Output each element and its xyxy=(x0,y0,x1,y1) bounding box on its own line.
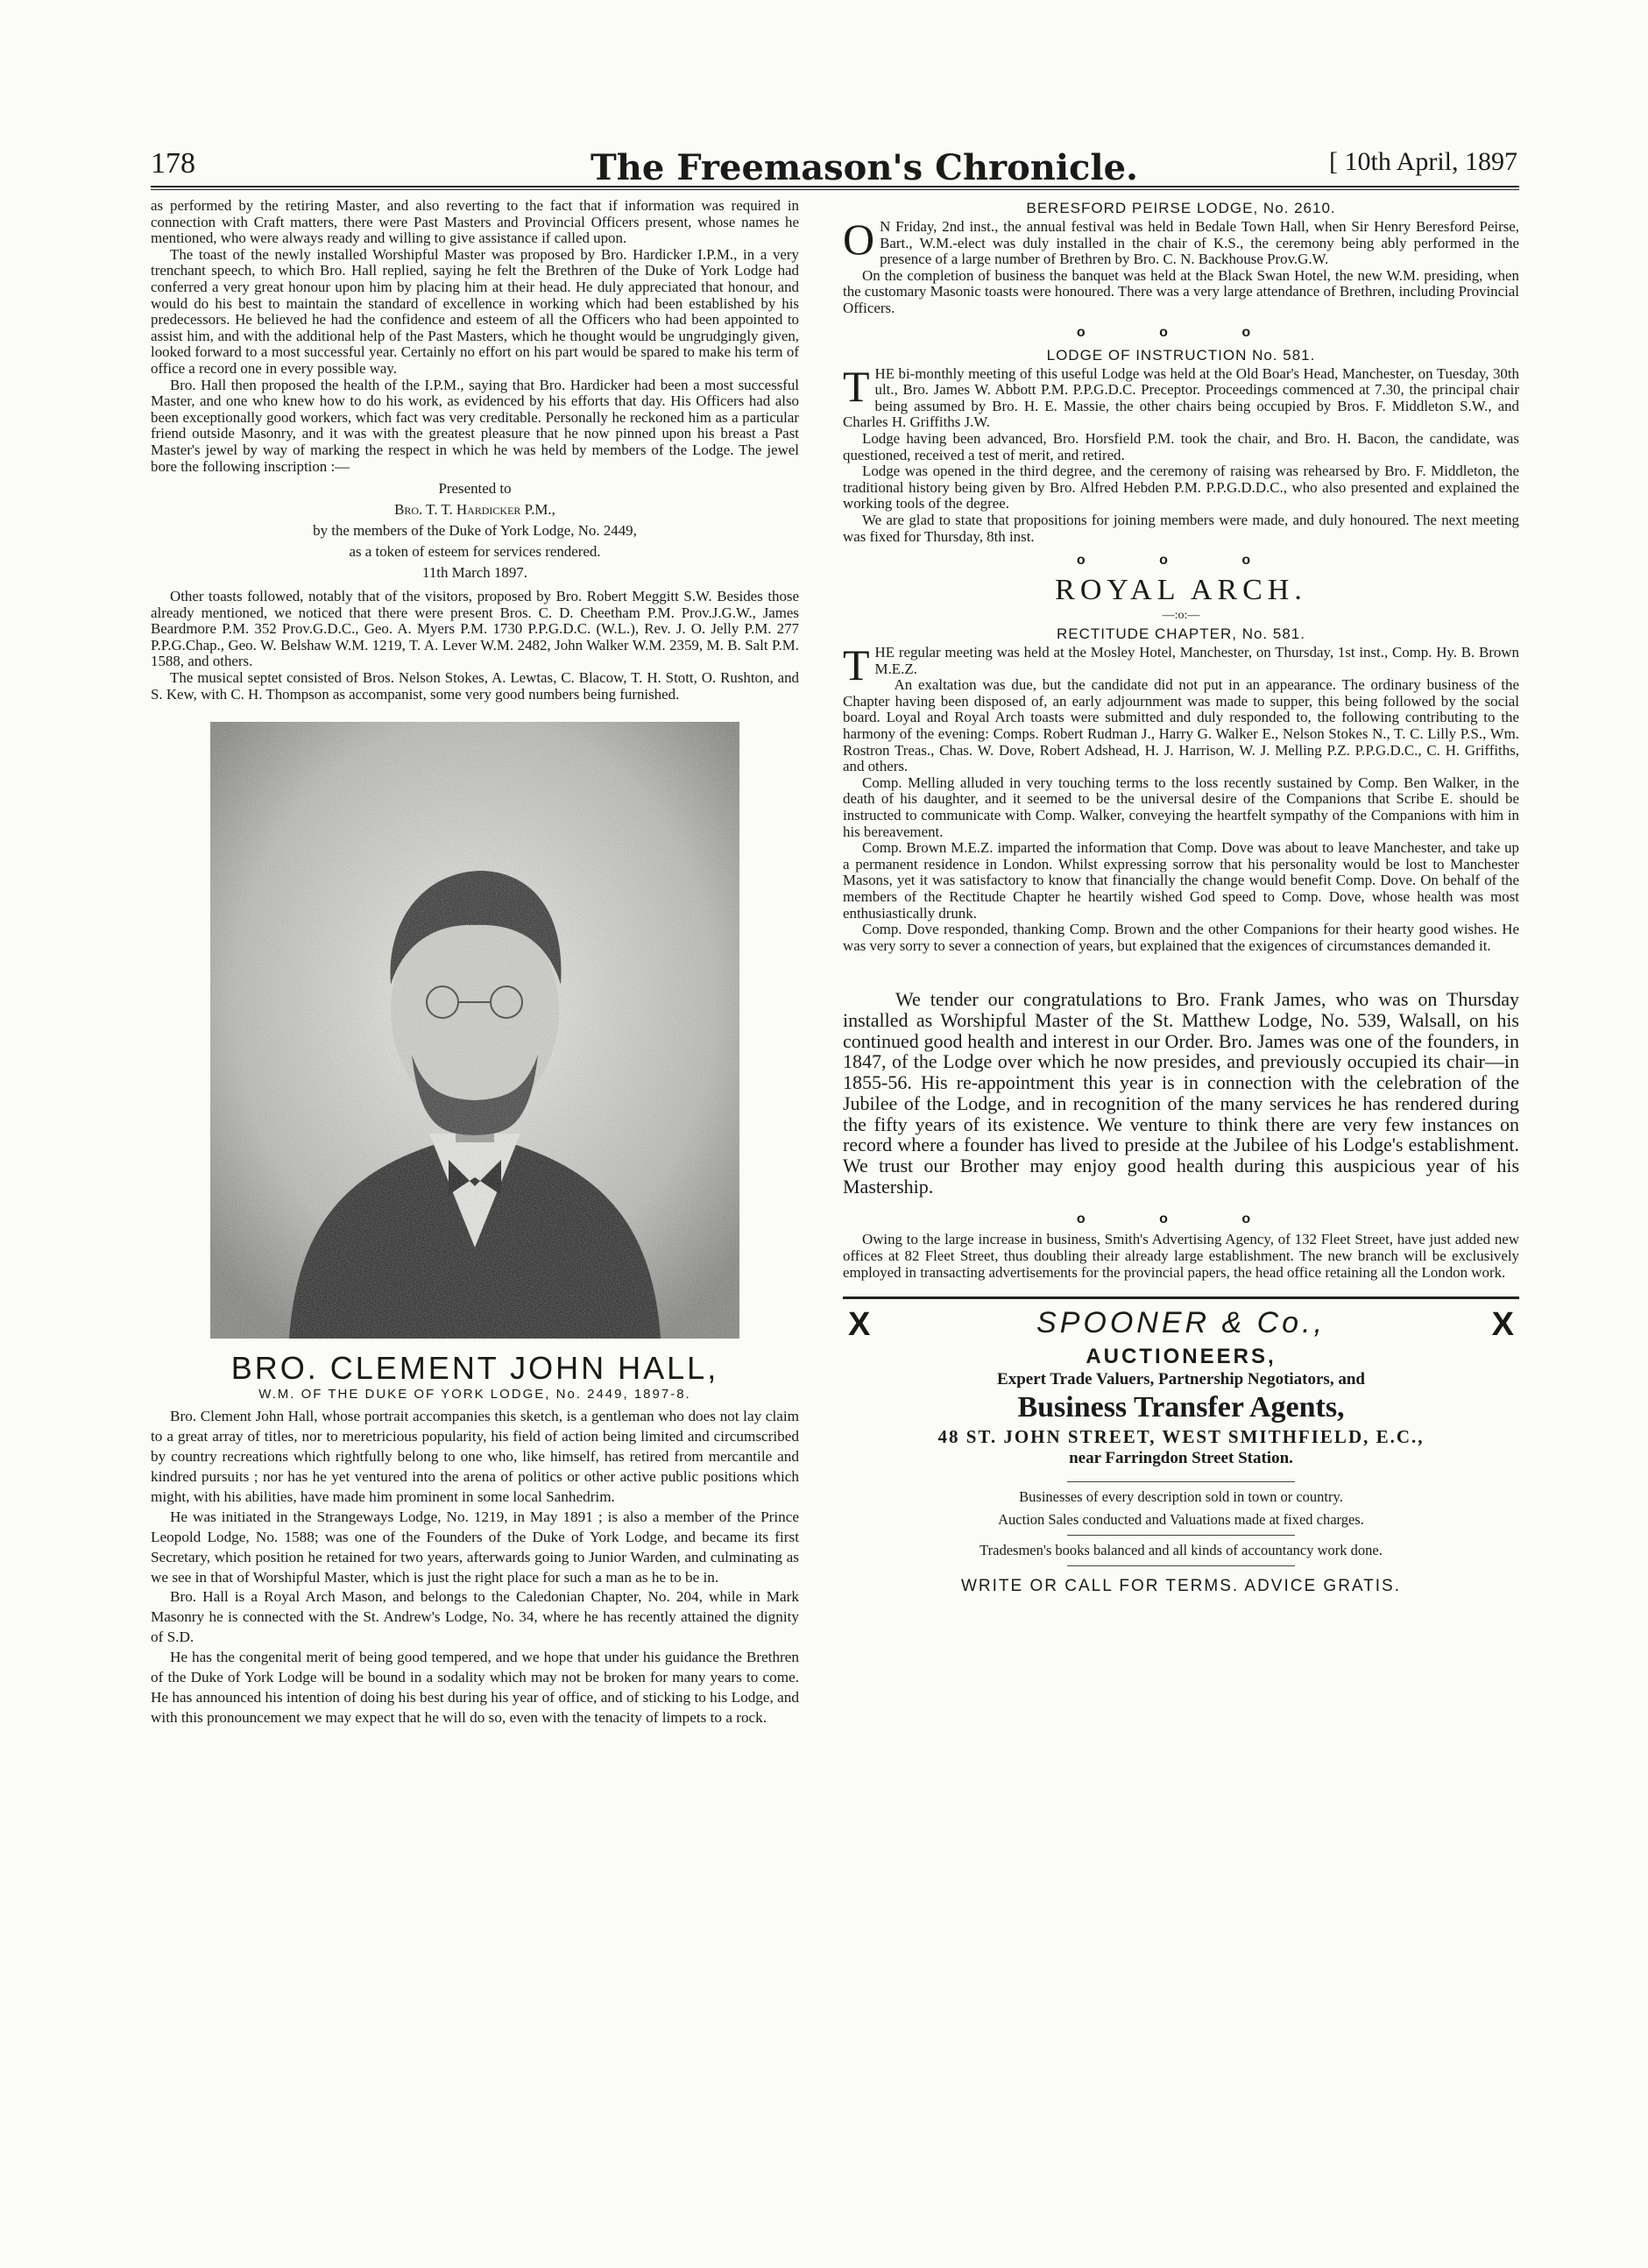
ad-write: WRITE OR CALL FOR TERMS. ADVICE GRATIS. xyxy=(960,1577,1402,1596)
advert-rule xyxy=(843,1297,1519,1299)
section-paragraph: Lodge having been advanced, Bro. Horsfield P.M. took the chair, and Bro. H. Bacon, the candidate, was questioned, received a test of merit, and retired. xyxy=(843,429,1519,463)
section-paragraph: Lodge was opened in the third degree, and the ceremony of raising was rehearsed by Bro. F. Middleton, the traditional history being given by Bro. Alfred Hebden P.M. P.P.G.D.D.C., who also presented and explained the working tools of the degree. xyxy=(843,463,1519,512)
bio-paragraph: Bro. Clement John Hall, whose portrait accompanies this sketch, is a gentleman who does not lay claim to a great array of titles, nor to meretricious popularity, his field of action being limited and circumscribed by country recreations which rightfully belong to one who, like himself, has retired from mercantile and kindred pursuits ; nor has he yet ventured into the arena of politics or other active public positions which might, with his abilities, have made him prominent in some local Sanhedrim. xyxy=(151,1408,799,1505)
inscription-line: by the members of the Duke of York Lodge, No. 2449, xyxy=(313,522,637,540)
ad-x-mark: X xyxy=(1491,1306,1514,1344)
biography xyxy=(151,1407,799,1728)
left-column xyxy=(151,198,799,1728)
section-paragraph: Comp. Dove responded, thanking Comp. Brown and the other Companions for their hearty good wishes. He was very sorry to sever a connection of years, but explained that the exigences of circumstances demanded it. xyxy=(843,921,1519,954)
intro-paragraph: Bro. Hall then proposed the health of the I.P.M., saying that Bro. Hardicker had been a most successful Master, and one who knew how to do his work, as evidenced by his efforts that day. His Officers had also been exceptionally good workers, which fact was very creditable. Personally he reckoned him as a particular friend outside Masonry, and it was with the greatest pleasure that he now pinned upon his breast a Past Master's jewel by way of marking the respect in which he was held by members of the Lodge. The jewel bore the following inscription :— xyxy=(151,376,799,475)
section-heading: BERESFORD PEIRSE LODGE, No. 2610. xyxy=(1026,200,1336,216)
congratulations-paragraph: We tender our congratulations to Bro. Frank James, who was on Thursday installed as Worshipful Master of the St. Matthew Lodge, No. 539, Walsall, on his continued good health and interest in our Order. Bro. James was one of the founders, in 1847, of the Lodge over which he now presides, and previously occupied its chair—in 1855-56. His re-appointment this year is in connection with the celebration of the Jubilee of the Lodge, and in recognition of the many services he has rendered during the fifty years of its existence. We venture to think there are very few instances on record where a founder has lived to preside at the Jubilee of his Lodge's establishment. We trust our Brother may enjoy good health during this auspicious year of his Mastership. xyxy=(843,988,1519,1198)
toasts-paragraph: Other toasts followed, notably that of the visitors, proposed by Bro. Robert Meggitt S.W. Besides those already mentioned, we noticed that there were present Bros. C. D. Cheetham P.M. Prov.J.G.W., James Beardmore P.M. 352 Prov.G.D.C., Geo. A. Myers P.M. 1730 P.P.G.D.C. (W.L.), Rev. J. O. Jelly P.M. 277 P.P.G.Chap., Geo. W. Belshaw W.M. 1219, T. A. Lever W.M. 2482, John Walker W.M. 2359, M. B. Salt P.M. 1588, and others. xyxy=(151,588,799,670)
ad-line: Auction Sales conducted and Valuations made at fixed charges. xyxy=(998,1511,1364,1529)
ad-divider xyxy=(1067,1565,1295,1566)
ad-business: Business Transfer Agents, xyxy=(1017,1391,1345,1424)
drop-cap: O xyxy=(843,215,875,264)
page-number: 178 xyxy=(151,147,195,180)
ad-divider xyxy=(1067,1481,1295,1482)
ad-title-row xyxy=(843,1306,1519,1345)
section-paragraph: Comp. Melling alluded in very touching terms to the loss recently sustained by Comp. Ben Walker, in the death of his daughter, and it seemed to be the universal desire of the Companions that Scribe E. should be instructed to communicate with Comp. Walker, conveying the heartfelt sympathy of the Companions with him in his bereavement. xyxy=(843,774,1519,840)
royal-arch-title: ROYAL ARCH. xyxy=(1055,574,1307,607)
section-paragraph: On the completion of business the banquet was held at the Black Swan Hotel, the new W.M. presiding, when the customary Masonic toasts were honoured. There was a very large attendance of Brethren, including Provincial Officers. xyxy=(843,266,1519,316)
section-paragraph: An exaltation was due, but the candidate did not put in an appearance. The ordinary business of the Chapter having been disposed of, an early adjournment was made to supper, this being followed by the social board. Loyal and Royal Arch toasts were submitted and duly responded to, the following contributing to the harmony of the evening: Comps. Robert Rudman J., Harry G. Walker E., Nelson Stokes N., T. C. Lilly P.S., Wm. Rostron Treas., Chas. W. Dove, Robert Adshead, H. J. Harrison, W. J. Melling P.Z. P.P.G.D.C., C. H. Griffiths, and others. xyxy=(843,676,1519,775)
bio-paragraph: Bro. Hall is a Royal Arch Mason, and belongs to the Caledonian Chapter, No. 204, while in Mark Masonry he is connected with the St. Andrew's Lodge, No. 34, where he has recently attained the dignity of S.D. xyxy=(151,1588,799,1646)
congratulations-block xyxy=(843,989,1519,1197)
smiths-paragraph: Owing to the large increase in business, Smith's Advertising Agency, of 132 Fleet Street, have just added new offices at 82 Fleet Street, thus doubling their already large establishment. The new branch will be exclusively employed in transacting advertisements for the provincial papers, the head office retaining all the London work. xyxy=(843,1231,1519,1281)
ad-divider xyxy=(1067,1535,1295,1536)
ad-near: near Farringdon Street Station. xyxy=(1069,1449,1293,1468)
portrait-image xyxy=(210,722,739,1339)
ad-address: 48 ST. JOHN STREET, WEST SMITHFIELD, E.C., xyxy=(937,1426,1425,1448)
inscription-line: 11th March 1897. xyxy=(422,564,527,582)
instruction-section xyxy=(843,345,1519,546)
ad-expert: Expert Trade Valuers, Partnership Negotiators, and xyxy=(997,1370,1365,1389)
beresford-section xyxy=(843,198,1519,317)
intro-paragraph: as performed by the retiring Master, and also reverting to the fact that if information was required in connection with Craft matters, there were Past Masters and Provincial Officers present, whose names he mentioned, who were always ready and willing to give assistance if called upon. xyxy=(151,197,799,247)
portrait-caption-sub: W.M. OF THE DUKE OF YORK LODGE, No. 2449, 1897-8. xyxy=(258,1387,691,1402)
inscription-line: Bro. T. T. Hardicker P.M., xyxy=(394,501,555,519)
ad-x-mark: X xyxy=(848,1306,871,1344)
header-rule xyxy=(151,186,1519,190)
jewel-inscription xyxy=(151,478,799,583)
bio-paragraph: He has the congenital merit of being good tempered, and we hope that under his guidance the Brethren of the Duke of York Lodge will be bound in a sodality which may not be broken for many years to come. He has announced his intention of doing his best during his year of office, and of sticking to his Lodge, and with this pronouncement we may expect that he will do so, even with the tenacity of limpets to a rock. xyxy=(151,1649,799,1726)
masthead-title: The Freemason's Chronicle. xyxy=(591,147,1138,188)
inscription-line: as a token of esteem for services rendered. xyxy=(349,543,601,561)
separator-dots: o o o xyxy=(1076,324,1286,340)
section-paragraph: N Friday, 2nd inst., the annual festival was held in Bedale Town Hall, when Sir Henry Beresford Peirse, Bart., W.M.-elect was duly installed in the chair of K.S., the ceremony being ably performed in the presence of a large number of Brethren by Bro. C. N. Backhouse Prov.G.W. xyxy=(880,218,1519,268)
portrait-photo xyxy=(210,722,739,1339)
royal-arch-section xyxy=(843,573,1519,954)
section-paragraph: We are glad to state that propositions for joining members were made, and duly honoured. The next meeting was fixed for Thursday, 8th inst. xyxy=(843,511,1519,545)
portrait-caption-name: BRO. CLEMENT JOHN HALL, xyxy=(230,1350,719,1387)
section-heading: LODGE OF INSTRUCTION No. 581. xyxy=(1046,346,1316,364)
bio-paragraph: He was initiated in the Strangeways Lodge, No. 1219, in May 1891 ; is also a member of the Prince Leopold Lodge, No. 1588; was one of the Founders of the Duke of York Lodge, and became its first Secretary, which position he retained for two years, afterwards going to Junior Warden, and culminating as we see in that of Worshipful Master, which is just the right place for such a man as he to be in. xyxy=(151,1508,799,1586)
ad-line: Businesses of every description sold in town or country. xyxy=(1019,1488,1343,1506)
issue-date: [ 10th April, 1897 xyxy=(1329,147,1517,176)
ornament: —:o:— xyxy=(1162,609,1200,623)
section-paragraph: HE regular meeting was held at the Mosley Hotel, Manchester, on Thursday, 1st inst., Comp. Hy. B. Brown M.E.Z. xyxy=(874,644,1519,677)
section-heading: RECTITUDE CHAPTER, No. 581. xyxy=(1057,625,1305,643)
section-paragraph: HE bi-monthly meeting of this useful Lodge was held at the Old Boar's Head, Manchester, on Tuesday, 30th ult., Bro. James W. Abbott P.M. P.P.G.D.C. Preceptor. Proceedings commenced at 7.30, the principal chair being assumed by Bro. H. E. Massie, the other chairs being occupied by Bros. F. Middleton S.W., and Charles H. Griffiths J.W. xyxy=(843,364,1519,431)
section-paragraph: Comp. Brown M.E.Z. imparted the information that Comp. Dove was about to leave Manchester, and take up a permanent residence in London. Whilst expressing sorrow that his personality would be lost to Manchester Masons, yet it was satisfactory to know that financially the change would benefit Comp. Dove. On behalf of the members of the Rectitude Chapter he heartily wished God speed to Comp. Dove, whose health was most enthusiastically drunk. xyxy=(843,839,1519,922)
spooner-advertisement xyxy=(843,1306,1519,1598)
right-column xyxy=(843,198,1519,1598)
intro-paragraph: The toast of the newly installed Worshipful Master was proposed by Bro. Hardicker I.P.M., in a very trenchant speech, to which Bro. Hall replied, saying he felt the Brethren of the Duke of York Lodge had conferred a very great honour upon him by placing him at their head. He duly appreciated that honour, and would do his best to maintain the standard of excellence in working which had been established by his predecessors. He believed he had the confidence and esteem of all the Officers who had been appointed to assist him, and with the additional help of the Past Masters, which he thought would be ungrudgingly given, looked forward to a most successful year. Certainly no effort on his part would be spared to make his term of office a record one in every possible way. xyxy=(151,245,799,377)
drop-cap: T xyxy=(843,640,870,690)
inscription-line: Presented to xyxy=(438,480,512,498)
ad-line: Tradesmen's books balanced and all kinds of accountancy work done. xyxy=(980,1542,1383,1559)
ad-auctioneers: AUCTIONEERS, xyxy=(1086,1345,1277,1369)
ad-company: SPOONER & Co., xyxy=(1036,1306,1326,1340)
separator-dots: o o o xyxy=(1076,1212,1286,1227)
drop-cap: T xyxy=(843,361,870,411)
music-paragraph: The musical septet consisted of Bros. Nelson Stokes, A. Lewtas, C. Blacow, T. H. Stott, O. Rushton, and S. Kew, with C. H. Thompson as accompanist, some very good numbers being furnished. xyxy=(151,669,799,703)
separator-dots: o o o xyxy=(1076,553,1286,569)
